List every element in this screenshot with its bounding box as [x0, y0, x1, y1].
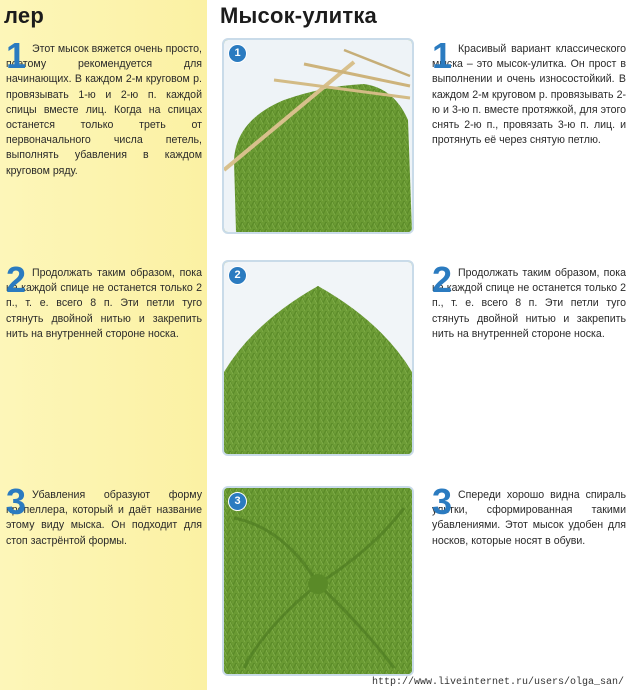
knitted-toe-needles-image	[224, 40, 412, 232]
right-step-3	[432, 481, 626, 549]
step-text: Этот мысок вяжется очень просто, поэтому рекомендуется для начинающих. В каждом 2-м круговом р. провязывать 1-ю и 2-ю п. каждой спицы вместе лиц. Когда на спицах останется только треть от первоначального числа петель, выполнять убавления в каждом круговом ряду.	[6, 43, 202, 177]
step-number: 1	[432, 35, 453, 76]
page-title: Мысок-улитка	[220, 3, 377, 28]
step-text: Спереди хорошо видна спираль улитки, сформированная такими убавлениями. Этот мысок удобен для носков, которые носят в обуви.	[432, 489, 626, 547]
photo-badge: 3	[228, 492, 247, 511]
step-text: Убавления образуют форму пропеллера, который и даёт название этому виду мыска. Он подходит для стоп застрёнтой формы.	[6, 489, 202, 547]
step-number: 3	[432, 481, 453, 522]
left-step-3	[6, 481, 202, 549]
knitted-toe-spiral-image	[224, 488, 412, 674]
step-text: Красивый вариант классического мыска – это мысок-улитка. Он прост в выполнении и очень износостойкий. В каждом 2-м круговом р. провязывать 2-ю и 3-ю п. вместе протяжкой, для этого снять 2-ю п., провязать 3-ю п. лиц. и протянуть её через снятую петлю.	[432, 43, 626, 147]
photo-step-1	[222, 38, 414, 234]
step-number: 1	[6, 35, 27, 76]
right-step-2	[432, 259, 626, 342]
step-text: Продолжать таким образом, пока на каждой спице не останется только 2 п., т. е. всего 8 п. Эти петли туго стянуть двойной нитью и закрепить нить на внутренней стороне носка.	[432, 267, 626, 340]
step-text: Продолжать таким образом, пока на каждой спице не останется только 2 п., т. е. всего 8 п. Эти петли туго стянуть двойной нитью и закрепить нить на внутренней стороне носка.	[6, 267, 202, 340]
photo-step-3	[222, 486, 414, 676]
footer-url: http://www.liveinternet.ru/users/olga_san/	[371, 677, 624, 688]
photo-step-2	[222, 260, 414, 456]
photo-badge: 1	[228, 44, 247, 63]
step-number: 3	[6, 481, 27, 522]
left-step-2	[6, 259, 202, 342]
step-number: 2	[6, 259, 27, 300]
photo-badge: 2	[228, 266, 247, 285]
right-step-1	[432, 35, 626, 148]
step-number: 2	[432, 259, 453, 300]
knitted-toe-pointed-image	[224, 262, 412, 454]
left-step-1	[6, 35, 202, 179]
left-column-title: лер	[4, 3, 44, 28]
